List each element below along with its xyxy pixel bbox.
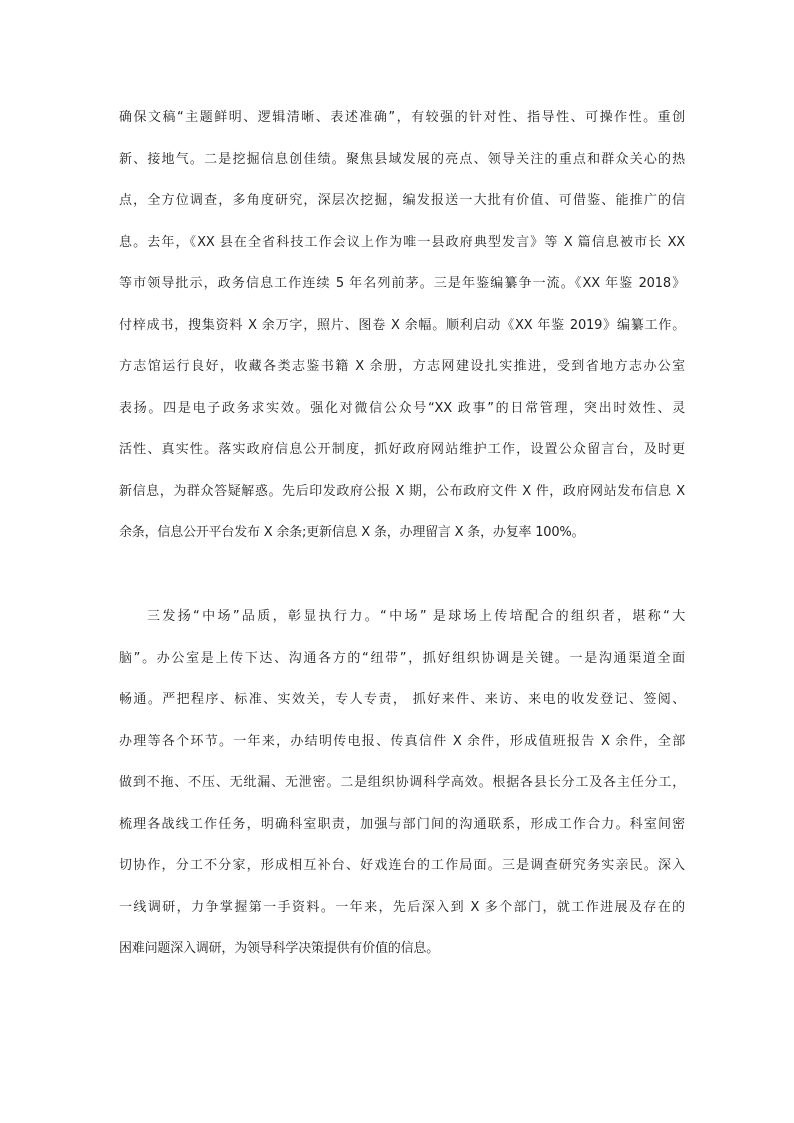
paragraph-midfield-execution	[119, 607, 685, 981]
text-line: 一线调研，力争掌握第一手资料。一年来，先后深入到 X 多个部门，就工作进展及存在的	[119, 899, 685, 915]
text-line: 点，全方位调查，多角度研究，深层次挖掘，编发报送一大批有价值、可借鉴、能推广的信	[119, 193, 685, 208]
text-line: 付梓成书，搜集资料 X 余万字，照片、图卷 X 余幅。顺利启动《XX 年鉴 2019》编纂工作。	[119, 317, 685, 333]
text-line: 方志馆运行良好，收藏各类志鉴书籍 X 余册，方志网建设扎实推进，受到省地方志办公室	[119, 359, 685, 374]
text-line: 梳理各战线工作任务，明确科室职责，加强与部门间的沟通联系，形成工作合力。科室间密	[119, 816, 685, 832]
text-line: 畅通。严把程序、标准、实效关，专人专责， 抓好来件、来访、来电的收发登记、签阅、	[119, 692, 685, 707]
text-line: 等市领导批示，政务信息工作连续 5 年名列前茅。三是年鉴编纂争一流。《XX 年鉴 2018》	[119, 276, 685, 291]
text-line: 余条，信息公开平台发布 X 余条;更新信息 X 条，办理留言 X 条，办复率 100%。	[119, 525, 585, 540]
text-line: 办理等各个环节。一年来，办结明传电报、传真信件 X 余件，形成值班报告 X 余件，全部	[119, 733, 685, 749]
text-line: 表扬。四是电子政务求实效。强化对微信公众号“XX 政事”的日常管理，突出时效性、灵	[119, 400, 685, 416]
text-line: 做到不拖、不压、无纰漏、无泄密。二是组织协调科学高效。根据各县长分工及各主任分工，	[119, 775, 685, 790]
text-line: 息。去年，《XX 县在全省科技工作会议上作为唯一县政府典型发言》等 X 篇信息被市长 XX	[119, 234, 685, 250]
text-line: 三发扬“中场”品质，彰显执行力。“中场” 是球场上传培配合的组织者，堪称“大	[147, 609, 685, 624]
paragraph-office-writing-info	[119, 108, 685, 565]
text-line: 新、接地气。二是挖掘信息创佳绩。聚焦县域发展的亮点、领导关注的重点和群众关心的热	[119, 151, 685, 167]
text-line: 确保文稿“主题鲜明、逻辑清晰、表述准确”，有较强的针对性、指导性、可操作性。重创	[119, 110, 685, 125]
text-line: 新信息，为群众答疑解惑。先后印发政府公报 X 期，公布政府文件 X 件，政府网站发布信息 X	[119, 483, 685, 499]
text-line: 切协作，分工不分家，形成相互补台、好戏连台的工作局面。三是调查研究务实亲民。深入	[119, 858, 685, 873]
text-line: 脑”。办公室是上传下达、沟通各方的“纽带”，抓好组织协调是关键。一是沟通渠道全面	[119, 650, 685, 666]
text-line: 困难问题深入调研，为领导科学决策提供有价值的信息。	[119, 941, 440, 956]
text-line: 活性、真实性。落实政府信息公开制度，抓好政府网站维护工作，设置公众留言台，及时更	[119, 442, 685, 457]
